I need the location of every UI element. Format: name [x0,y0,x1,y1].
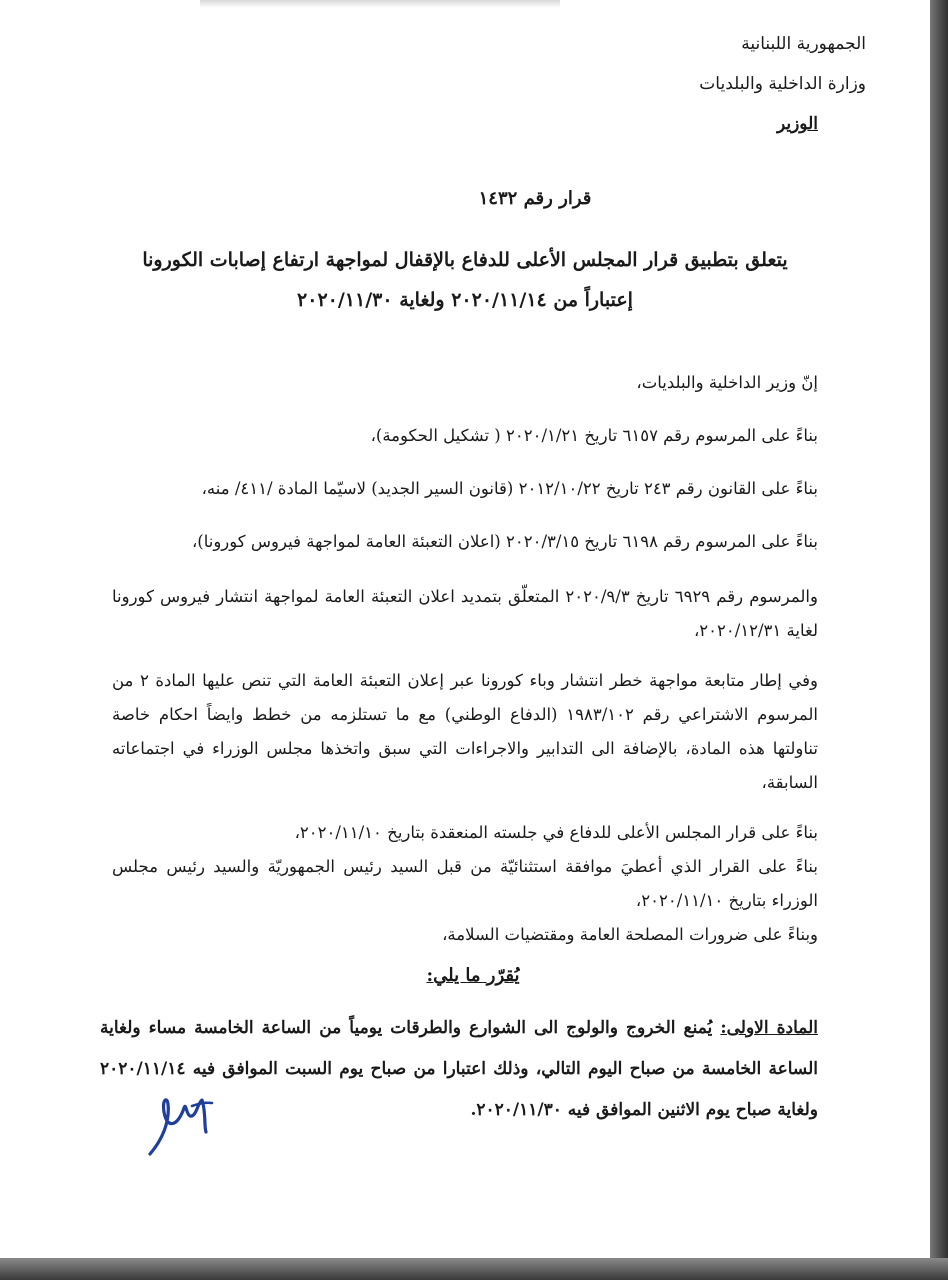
preamble-item-6: بناءً على قرار المجلس الأعلى للدفاع في جلسته المنعقدة بتاريخ ٢٠٢٠/١١/١٠، [294,823,818,842]
subject-line-1: يتعلق بتطبيق قرار المجلس الأعلى للدفاع بالإقفال لمواجهة ارتفاع إصابات الكورونا [142,249,788,271]
article-1-text: يُمنع الخروج والولوج الى الشوارع والطرقات يومياً من الساعة الخامسة مساء ولغاية الساعة الخامسة من صباح اليوم التالي، وذلك اعتبارا من صباح يوم السبت الموافق فيه ٢٠٢٠/١١/١٤ ولغاية صباح يوم الاثنين الموافق فيه ٢٠٢٠/١١/٣٠. [100,1018,818,1120]
scan-edge-bottom [0,1258,948,1280]
scan-edge-right [930,0,948,1280]
scan-shade [200,0,560,8]
office-title: الوزير [776,114,818,134]
signature-icon [140,1082,230,1162]
preamble-item-8: وبناءً على ضرورات المصلحة العامة ومقتضيات السلامة، [442,925,818,944]
country-name: الجمهورية اللبنانية [741,34,866,54]
preamble-item-3: بناءً على المرسوم رقم ٦١٩٨ تاريخ ٢٠٢٠/٣/١٥ (اعلان التعبئة العامة لمواجهة فيروس كورونا)، [191,532,818,551]
decree-number: قرار رقم ١٤٣٢ [478,188,592,209]
article-1-label: المادة الاولى: [720,1018,819,1038]
decree-subject [120,240,810,320]
preamble-item-7: بناءً على القرار الذي أعطيَ موافقة استثنائيّة من قبل السيد رئيس الجمهوريّة والسيد رئيس مجلس الوزراء بتاريخ ٢٠٢٠/١١/١٠، [112,857,818,910]
preamble [112,360,818,952]
preamble-item-4: والمرسوم رقم ٦٩٢٩ تاريخ ٢٠٢٠/٩/٣ المتعلّق بتمديد اعلان التعبئة العامة لمواجهة انتشار فيروس كورونا لغاية ٢٠٢٠/١٢/٣١، [112,587,818,640]
subject-line-2: إعتباراً من ٢٠٢٠/١١/١٤ ولغاية ٢٠٢٠/١١/٣٠ [297,289,633,311]
decides-heading [0,965,930,986]
ministry-name: وزارة الداخلية والبلديات [699,74,866,94]
preamble-item-2: بناءً على القانون رقم ٢٤٣ تاريخ ٢٠١٢/١٠/٢٢ (قانون السير الجديد) لاسيّما المادة /٤١١/ منه، [201,479,818,498]
letterhead [699,36,866,156]
preamble-item-1: بناءً على المرسوم رقم ٦١٥٧ تاريخ ٢٠٢٠/١/٢١ ( تشكيل الحكومة)، [370,426,818,445]
preamble-item-5: وفي إطار متابعة مواجهة خطر انتشار وباء كورونا عبر إعلان التعبئة العامة التي تنص عليها المادة ٢ من المرسوم الاشتراعي رقم ١٩٨٣/١٠٢ (الدفاع الوطني) مع ما تستلزمه من خطط وايضاً احكام خاصة تناولتها هذه المادة، بالإضافة الى التدابير والاجراءات التي سبق واتخذها مجلس الوزراء في اجتماعاته السابقة، [112,671,818,792]
preamble-opening: إنّ وزير الداخلية والبلديات، [636,373,818,392]
decides-text: يُقرّر ما يلي: [426,965,520,986]
